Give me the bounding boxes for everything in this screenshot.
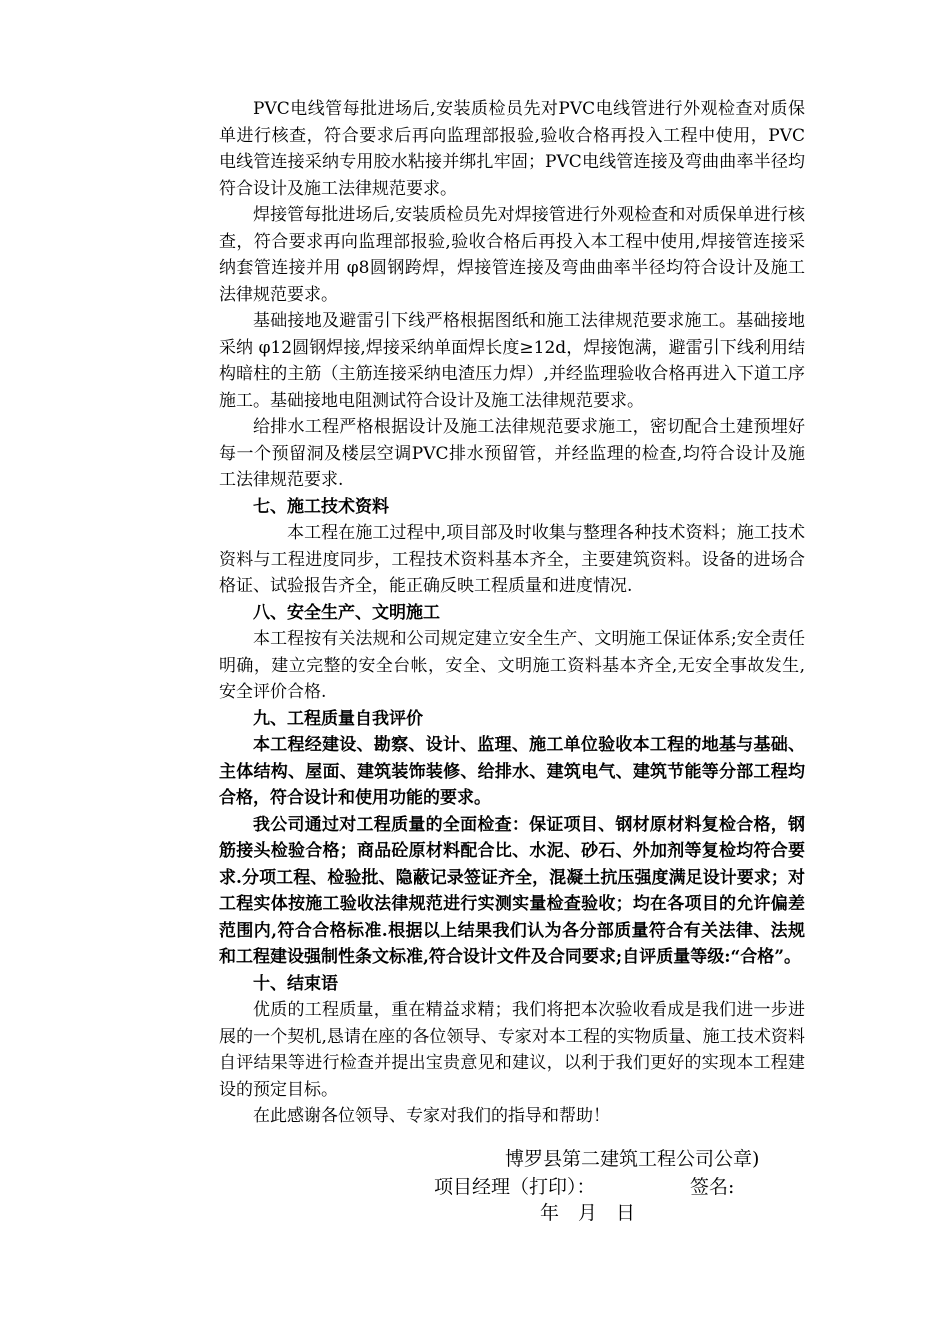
paragraph-safety: 本工程按有关法规和公司规定建立安全生产、文明施工保证体系;安全责任明确，建立完整的安全台帐，安全、文明施工资料基本齐全,无安全事故发生,安全评价合格. bbox=[219, 629, 805, 702]
project-manager-label: 项目经理（打印）： bbox=[434, 1176, 596, 1198]
section-heading-10: 十、结束语 bbox=[253, 973, 338, 994]
paragraph-pvc-conduit: PVC电线管每批进场后,安装质检员先对PVC电线管进行外观检查对质保单进行核查，符合要求后再向监理部报验,验收合格再投入工程中使用，PVC电线管连接采纳专用胶水粘接并绑扎牢固；PVC电线管连接及弯曲曲率半径均符合设计及施工法律规范要求。 bbox=[219, 99, 805, 199]
date-line: 年 月 日 bbox=[540, 1202, 636, 1224]
paragraph-welded-pipe: 焊接管每批进场后,安装质检员先对焊接管进行外观检查和对质保单进行核查，符合要求再向监理部报验,验收合格后再投入本工程中使用,焊接管连接采纳套管连接并用 φ8圆钢跨焊，焊接管连接及弯曲曲率半径均符合设计及施工法律规范要求。 bbox=[219, 205, 805, 305]
company-seal-line: 博罗县第二建筑工程公司公章) bbox=[505, 1148, 760, 1170]
document-body bbox=[219, 96, 805, 1130]
paragraph-quality-acceptance: 本工程经建设、勘察、设计、监理、施工单位验收本工程的地基与基础、主体结构、屋面、建筑装饰装修、给排水、建筑电气、建筑节能等分部工程均合格，符合设计和使用功能的要求。 bbox=[219, 735, 805, 808]
paragraph-quality-inspection: 我公司通过对工程质量的全面检查：保证项目、钢材原材料复检合格，钢筋接头检验合格；商品砼原材料配合比、水泥、砂石、外加剂等复检均符合要求.分项工程、检验批、隐蔽记录签证齐全，混凝土抗压强度满足设计要求；对工程实体按施工验收法律规范进行实测实量检查验收；均在各项目的允许偏差范围内,符合合格标准.根据以上结果我们认为各分部质量符合有关法律、法规和工程建设强制性条文标准,符合设计文件及合同要求;自评质量等级:“合格”。 bbox=[219, 814, 805, 967]
paragraph-grounding: 基础接地及避雷引下线严格根据图纸和施工法律规范要求施工。基础接地采纳 φ12圆钢焊接,焊接采纳单面焊长度≥12d，焊接饱满，避雷引下线利用结构暗柱的主筋（主筋连接采纳电渣压力焊）,并经监理验收合格再进入下道工序施工。基础接地电阻测试符合设计及施工法律规范要求。 bbox=[219, 311, 805, 411]
section-heading-8: 八、安全生产、文明施工 bbox=[253, 602, 440, 623]
signature-label: 签名: bbox=[690, 1176, 735, 1198]
section-heading-9: 九、工程质量自我评价 bbox=[253, 708, 423, 729]
section-heading-7: 七、施工技术资料 bbox=[253, 496, 389, 517]
paragraph-closing: 优质的工程质量，重在精益求精；我们将把本次验收看成是我们进一步进展的一个契机,恳请在座的各位领导、专家对本工程的实物质量、施工技术资料自评结果等进行检查并提出宝贵意见和建议，以利于我们更好的实现本工程建设的预定目标。 bbox=[219, 1000, 805, 1100]
paragraph-plumbing: 给排水工程严格根据设计及施工法律规范要求施工，密切配合土建预埋好每一个预留洞及楼层空调PVC排水预留管，并经监理的检查,均符合设计及施工法律规范要求. bbox=[219, 417, 805, 490]
paragraph-technical-records: 本工程在施工过程中,项目部及时收集与整理各种技术资料；施工技术资料与工程进度同步，工程技术资料基本齐全，主要建筑资料。设备的进场合格证、试验报告齐全，能正确反映工程质量和进度情况. bbox=[219, 523, 805, 596]
paragraph-thanks: 在此感谢各位领导、专家对我们的指导和帮助！ bbox=[253, 1106, 610, 1126]
